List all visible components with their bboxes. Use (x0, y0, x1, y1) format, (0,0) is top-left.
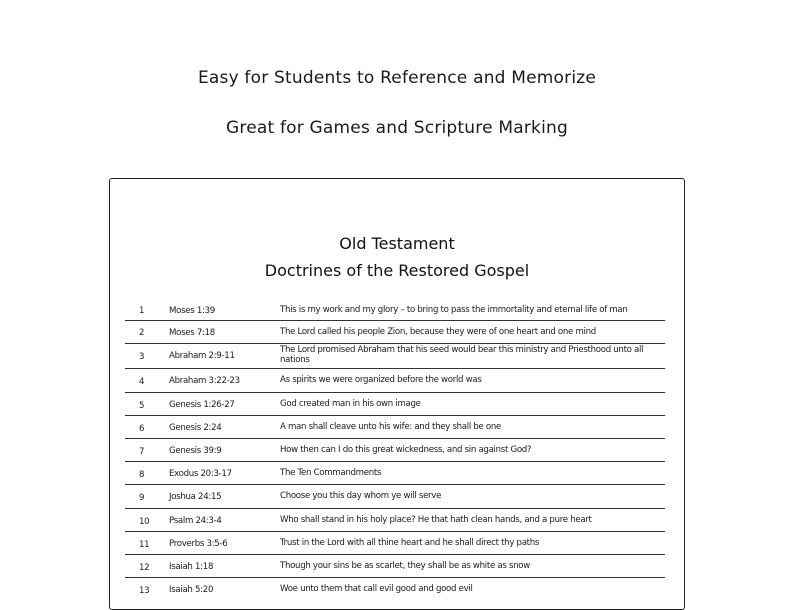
row-number: 13 (139, 586, 150, 596)
row-text: Woe unto them that call evil good and good evil (280, 584, 473, 594)
row-reference: Genesis 2:24 (169, 423, 222, 433)
row-number: 4 (139, 377, 145, 387)
table-row (125, 555, 665, 578)
row-text: Trust in the Lord with all thine heart and he shall direct thy paths (280, 538, 540, 548)
row-text: Choose you this day whom ye will serve (280, 491, 442, 501)
row-number: 1 (139, 306, 145, 316)
row-text: God created man in his own image (280, 399, 421, 409)
promo-line-1: Easy for Students to Reference and Memorize (197, 68, 597, 88)
row-reference: Abraham 3:22-23 (169, 376, 240, 386)
document-title: Old Testament (339, 234, 455, 253)
row-reference: Genesis 39:9 (169, 446, 222, 456)
row-text: A man shall cleave unto his wife: and they shall be one (280, 422, 502, 432)
row-reference: Genesis 1:26-27 (169, 400, 235, 410)
row-text: How then can I do this great wickedness, and sin against God? (280, 445, 532, 455)
row-text: This is my work and my glory – to bring to pass the immortality and eternal life of man (280, 305, 628, 315)
table-row (125, 578, 665, 600)
row-text: The Lord promised Abraham that his seed would bear this ministry and Priesthood unto all nations (280, 345, 644, 365)
table-row (125, 393, 665, 416)
row-number: 7 (139, 447, 145, 457)
row-reference: Moses 1:39 (169, 306, 215, 316)
row-reference: Moses 7:18 (169, 328, 215, 338)
row-reference: Psalm 24:3-4 (169, 516, 222, 526)
document-subtitle: Doctrines of the Restored Gospel (264, 261, 530, 280)
row-number: 10 (139, 517, 150, 527)
row-text: The Lord called his people Zion, because they were of one heart and one mind (280, 327, 596, 337)
promo-line-2: Great for Games and Scripture Marking (226, 118, 568, 138)
row-text: Who shall stand in his holy place? He that hath clean hands, and a pure heart (280, 515, 592, 525)
row-text: Though your sins be as scarlet, they shall be as white as snow (280, 561, 530, 571)
table-row (125, 485, 665, 509)
table-row (125, 321, 665, 344)
table-row (125, 532, 665, 555)
row-number: 2 (139, 328, 145, 338)
row-number: 5 (139, 401, 145, 411)
row-text: As spirits we were organized before the world was (280, 375, 482, 385)
row-text: The Ten Commandments (280, 468, 382, 478)
row-number: 3 (139, 352, 145, 362)
row-reference: Joshua 24:15 (169, 492, 222, 502)
table-row (125, 297, 665, 321)
row-reference: Exodus 20:3-17 (169, 469, 232, 479)
table-row (125, 369, 665, 393)
document-sheet (109, 178, 685, 610)
row-reference: Isaiah 1:18 (169, 562, 214, 572)
table-row (125, 344, 665, 369)
table-row (125, 416, 665, 439)
row-number: 6 (139, 424, 145, 434)
row-number: 8 (139, 470, 145, 480)
row-reference: Proverbs 3:5-6 (169, 539, 228, 549)
table-row (125, 439, 665, 462)
row-number: 9 (139, 493, 145, 503)
row-number: 12 (139, 563, 150, 573)
row-reference: Isaiah 5:20 (169, 585, 214, 595)
row-reference: Abraham 2:9-11 (169, 351, 235, 361)
table-row (125, 509, 665, 532)
table-row (125, 462, 665, 485)
row-number: 11 (139, 540, 150, 550)
